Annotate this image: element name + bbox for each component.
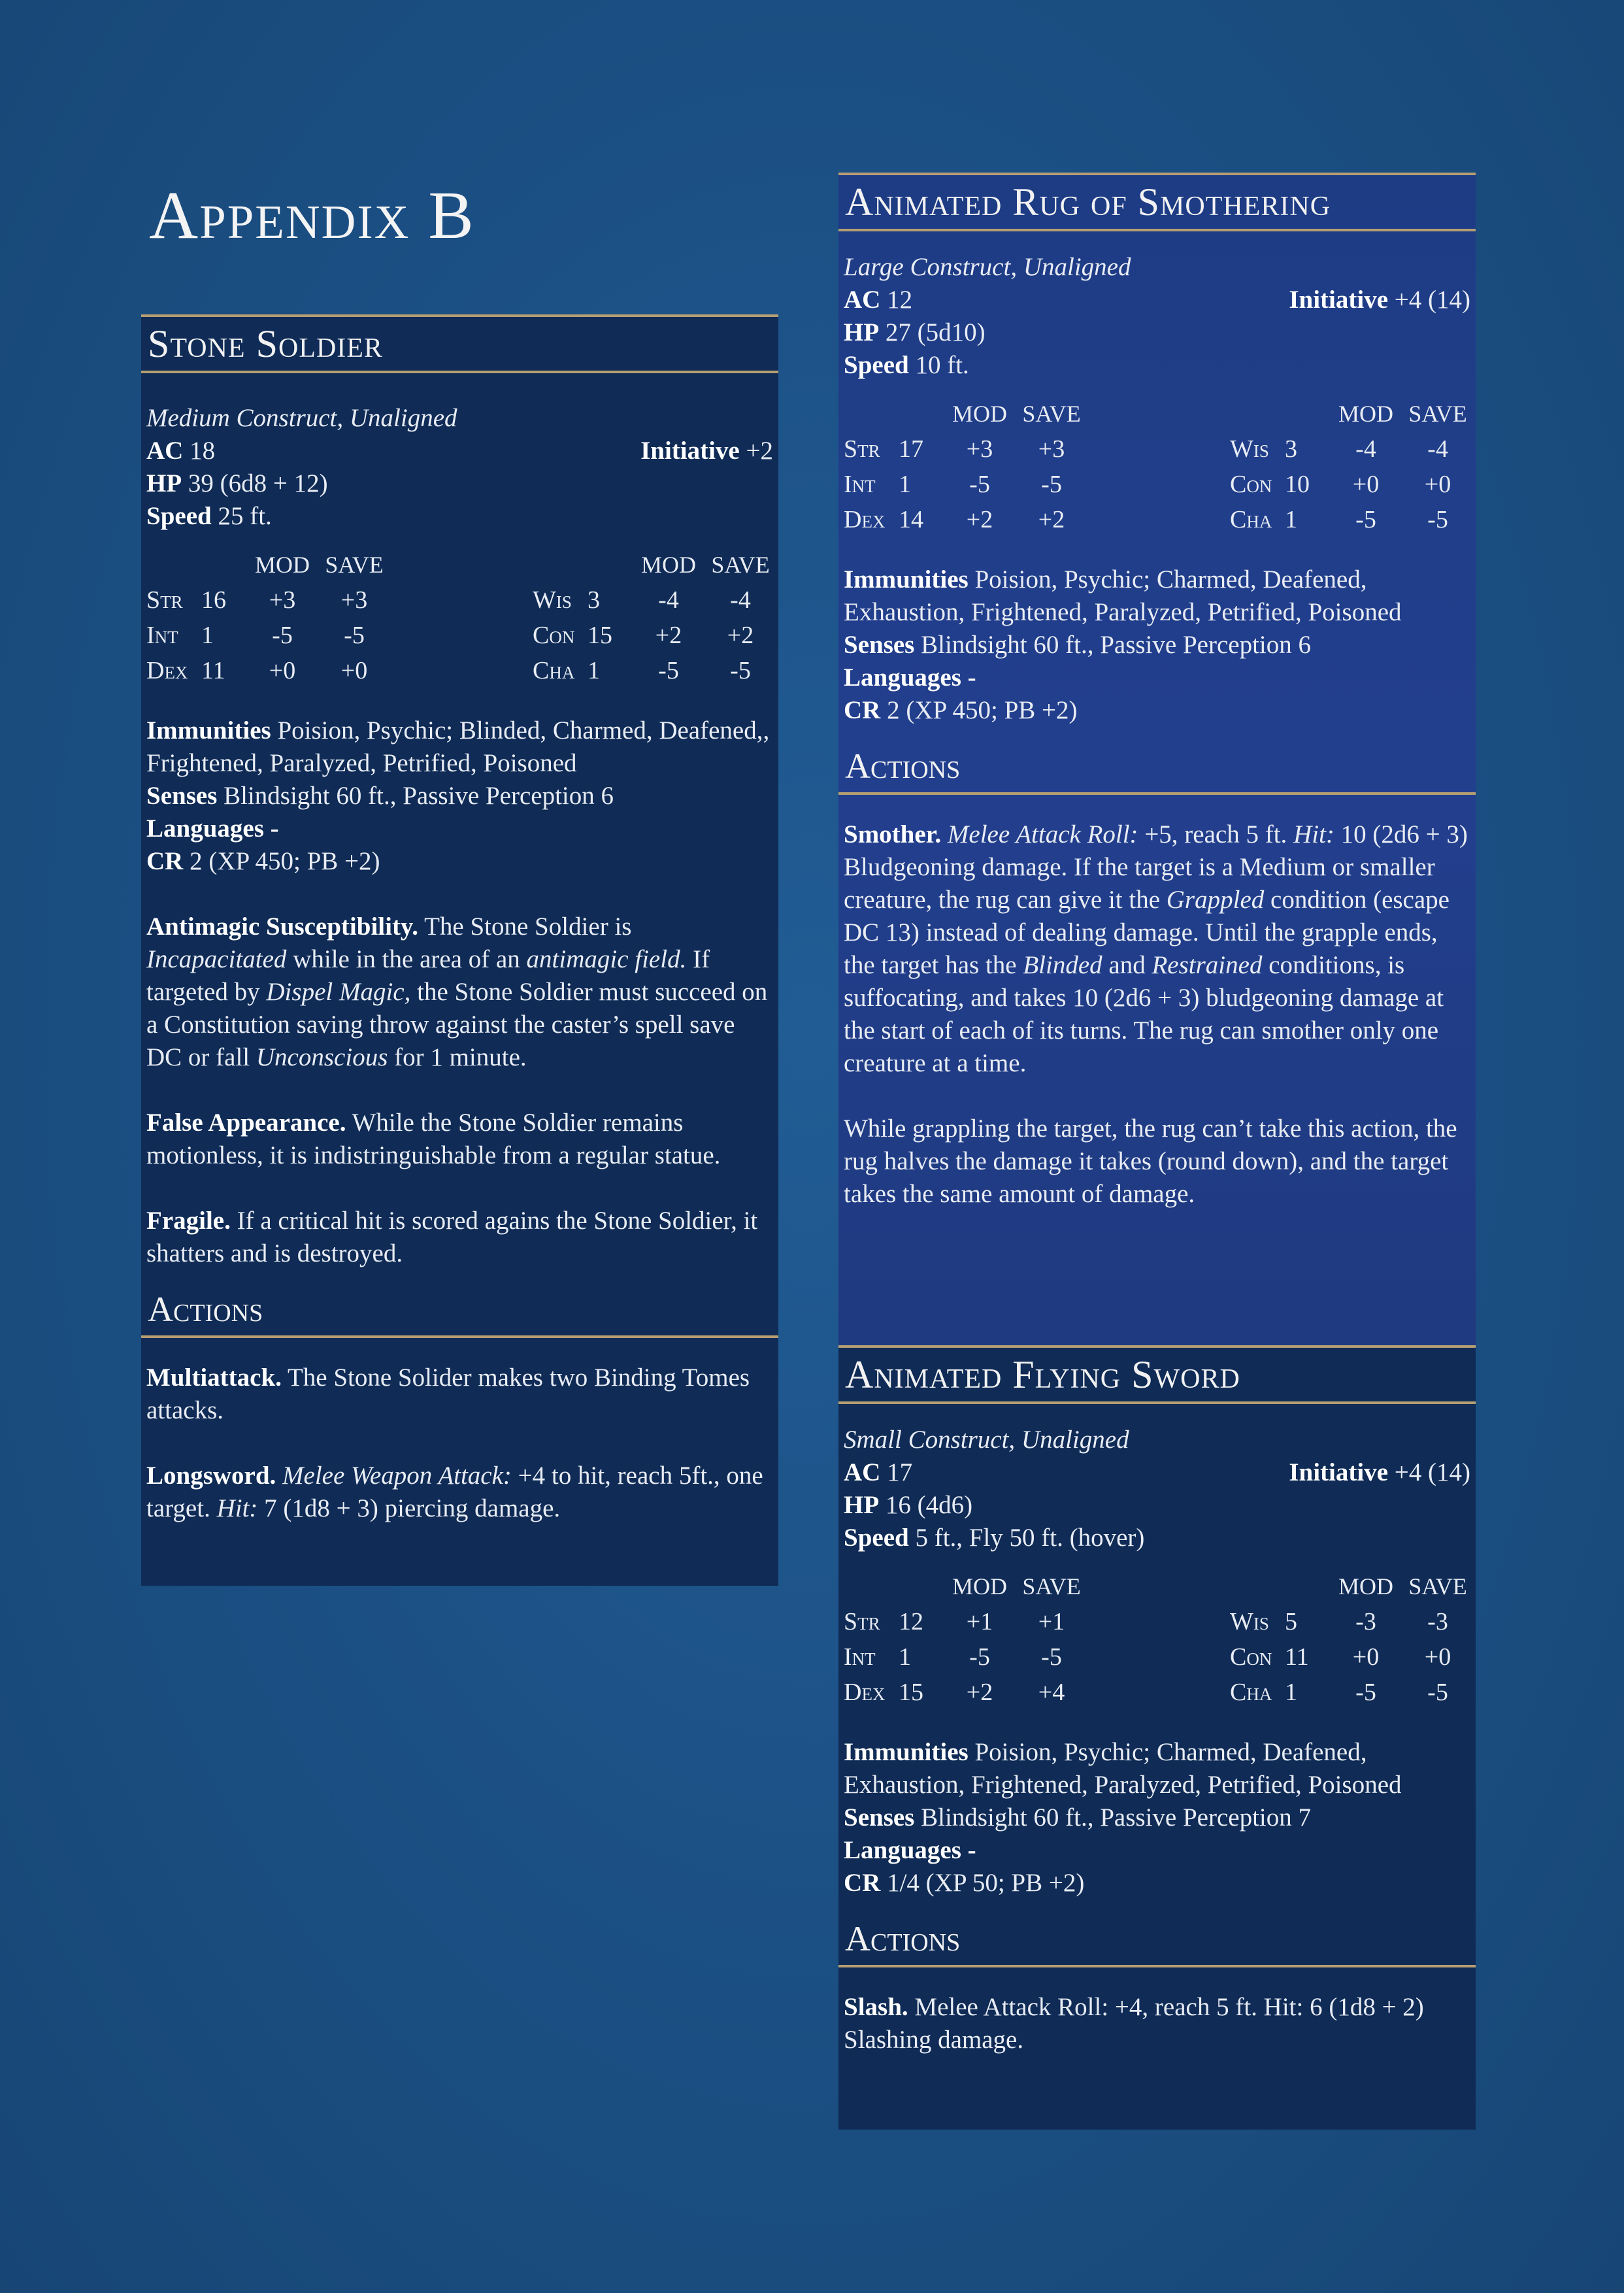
initiative: Initiative +4 (14)	[1289, 286, 1470, 314]
ac-initiative-row	[146, 435, 773, 467]
ability-row: Str 16 +3 +3	[146, 586, 368, 614]
stat-block-body	[141, 402, 778, 1525]
senses: Senses Blindsight 60 ft., Passive Perception 6	[844, 631, 1311, 659]
ability-table-right: MOD SAVE Wis 3 -4 -4 Con 10 +0 +0 Cha 1 -5 -5	[1230, 396, 1470, 537]
action-smother: Smother. Melee Attack Roll: +5, reach 5 ft. Hit: 10 (2d6 + 3) Bludgeoning damage. If the target is a Medium or smaller creature, the rug can give it the Grappled condition (escape DC 13) instead of dealing damage. Until the grapple ends, the target has the Blinded and Restrained conditions, is suffocating, and takes 10 (2d6 + 3) bludgeoning damage at the start of each of its turns. The rug can smother only one creature at a time.	[844, 820, 1468, 1077]
actions-heading: Actions	[141, 1283, 778, 1338]
creature-type: Small Construct, Unaligned	[844, 1426, 1129, 1454]
challenge-rating: CR 1/4 (XP 50; PB +2)	[844, 1869, 1085, 1897]
immunities: Immunities Poision, Psychic; Charmed, Deafened, Exhaustion, Frightened, Paralyzed, Petrified, Poisoned	[844, 565, 1402, 626]
stats-traits	[146, 714, 773, 878]
hit-points: HP 27 (5d10)	[844, 318, 986, 346]
ability-row: Cha 1 -5 -5	[1230, 506, 1448, 533]
immunities: Immunities Poision, Psychic; Blinded, Charmed, Deafened,, Frightened, Paralyzed, Petrified, Poisoned	[146, 716, 770, 777]
armor-class: AC 17	[844, 1458, 913, 1486]
ability-row: Dex 11 +0 +0	[146, 657, 368, 684]
ability-row: Con 11 +0 +0	[1230, 1643, 1451, 1671]
ability-table-left: MOD SAVE Str 12 +1 +1 Int 1 -5 -5 Dex 15 +2 +4	[844, 1569, 1084, 1710]
challenge-rating: CR 2 (XP 450; PB +2)	[844, 696, 1078, 724]
ability-row: Wis 5 -3 -3	[1230, 1608, 1448, 1635]
creature-type: Large Construct, Unaligned	[844, 253, 1131, 281]
ability-scores	[844, 396, 1470, 537]
stat-block-title: Animated Rug of Smothering	[838, 173, 1476, 231]
ac-initiative-row	[844, 284, 1470, 316]
action-smother-grapple: While grappling the target, the rug can’t take this action, the rug halves the damage it takes (round down), and the target takes the same amount of damage.	[844, 1114, 1457, 1208]
hit-points: HP 16 (4d6)	[844, 1491, 973, 1519]
ability-row: Wis 3 -4 -4	[533, 586, 751, 614]
ability-row: Dex 14 +2 +2	[844, 506, 1065, 533]
initiative: Initiative +2	[640, 437, 773, 465]
speed: Speed 5 ft., Fly 50 ft. (hover)	[844, 1524, 1145, 1552]
flying-sword-stat-block	[838, 1345, 1476, 2130]
hit-points: HP 39 (6d8 + 12)	[146, 469, 328, 497]
immunities: Immunities Poision, Psychic; Charmed, Deafened, Exhaustion, Frightened, Paralyzed, Petrified, Poisoned	[844, 1738, 1402, 1799]
page-title: Appendix B	[149, 178, 475, 253]
speed: Speed 25 ft.	[146, 502, 272, 530]
trait-false-appearance: False Appearance. While the Stone Soldier remains motionless, it is indistringuishable from a regular statue.	[146, 1109, 721, 1169]
ability-row: Con 10 +0 +0	[1230, 471, 1451, 498]
ability-row: Str 12 +1 +1	[844, 1608, 1065, 1635]
ability-table-right: MOD SAVE Wis 5 -3 -3 Con 11 +0 +0 Cha 1 -5 -5	[1230, 1569, 1470, 1710]
languages: Languages -	[146, 814, 279, 843]
armor-class: AC 12	[844, 286, 913, 314]
ability-table-left: MOD SAVE Str 17 +3 +3 Int 1 -5 -5 Dex 14 +2 +2	[844, 396, 1084, 537]
rug-stat-block	[838, 173, 1476, 1348]
actions-heading: Actions	[838, 740, 1476, 795]
stats-traits	[844, 563, 1470, 727]
stat-block-title: Stone Soldier	[141, 314, 778, 373]
speed: Speed 10 ft.	[844, 351, 969, 379]
ability-row: Int 1 -5 -5	[146, 622, 365, 649]
ability-table-left: MOD SAVE Str 16 +3 +3 Int 1 -5 -5 Dex 11 +0 +0	[146, 547, 387, 688]
stats-traits	[844, 1736, 1470, 1900]
ability-scores	[146, 547, 773, 688]
ability-row: Cha 1 -5 -5	[1230, 1679, 1448, 1706]
stat-block-body	[838, 251, 1476, 1211]
senses: Senses Blindsight 60 ft., Passive Perception 7	[844, 1803, 1311, 1832]
ability-row: Con 15 +2 +2	[533, 622, 754, 649]
ability-row: Dex 15 +2 +4	[844, 1679, 1065, 1706]
ability-row: Wis 3 -4 -4	[1230, 435, 1448, 463]
stat-block-body	[838, 1424, 1476, 2056]
action-slash: Slash. Melee Attack Roll: +4, reach 5 ft. Hit: 6 (1d8 + 2) Slashing damage.	[844, 1993, 1424, 2054]
trait-antimagic: Antimagic Susceptibility. The Stone Soldier is Incapacitated while in the area of an antimagic field. If targeted by Dispel Magic, the Stone Soldier must succeed on a Constitution saving throw against the caster’s spell save DC or fall Unconscious for 1 minute.	[146, 912, 768, 1071]
ability-row: Int 1 -5 -5	[844, 471, 1062, 498]
action-longsword: Longsword. Melee Weapon Attack: +4 to hit, reach 5ft., one target. Hit: 7 (1d8 + 3) piercing damage.	[146, 1462, 763, 1522]
ac-initiative-row	[844, 1456, 1470, 1489]
senses: Senses Blindsight 60 ft., Passive Perception 6	[146, 782, 614, 810]
action-multiattack: Multiattack. The Stone Solider makes two Binding Tomes attacks.	[146, 1364, 750, 1424]
ability-table-right: MOD SAVE Wis 3 -4 -4 Con 15 +2 +2 Cha 1 -5 -5	[533, 547, 773, 688]
initiative: Initiative +4 (14)	[1289, 1458, 1470, 1486]
ability-scores	[844, 1569, 1470, 1710]
languages: Languages -	[844, 663, 976, 692]
ability-row: Cha 1 -5 -5	[533, 657, 751, 684]
challenge-rating: CR 2 (XP 450; PB +2)	[146, 847, 380, 875]
actions-heading: Actions	[838, 1913, 1476, 1967]
ability-row: Str 17 +3 +3	[844, 435, 1065, 463]
armor-class: AC 18	[146, 437, 216, 465]
ability-row: Int 1 -5 -5	[844, 1643, 1062, 1671]
trait-fragile: Fragile. If a critical hit is scored agains the Stone Soldier, it shatters and is destroyed.	[146, 1207, 758, 1267]
languages: Languages -	[844, 1836, 976, 1864]
stat-block-title: Animated Flying Sword	[838, 1345, 1476, 1404]
stone-soldier-stat-block	[141, 314, 778, 1586]
creature-type: Medium Construct, Unaligned	[146, 404, 457, 432]
